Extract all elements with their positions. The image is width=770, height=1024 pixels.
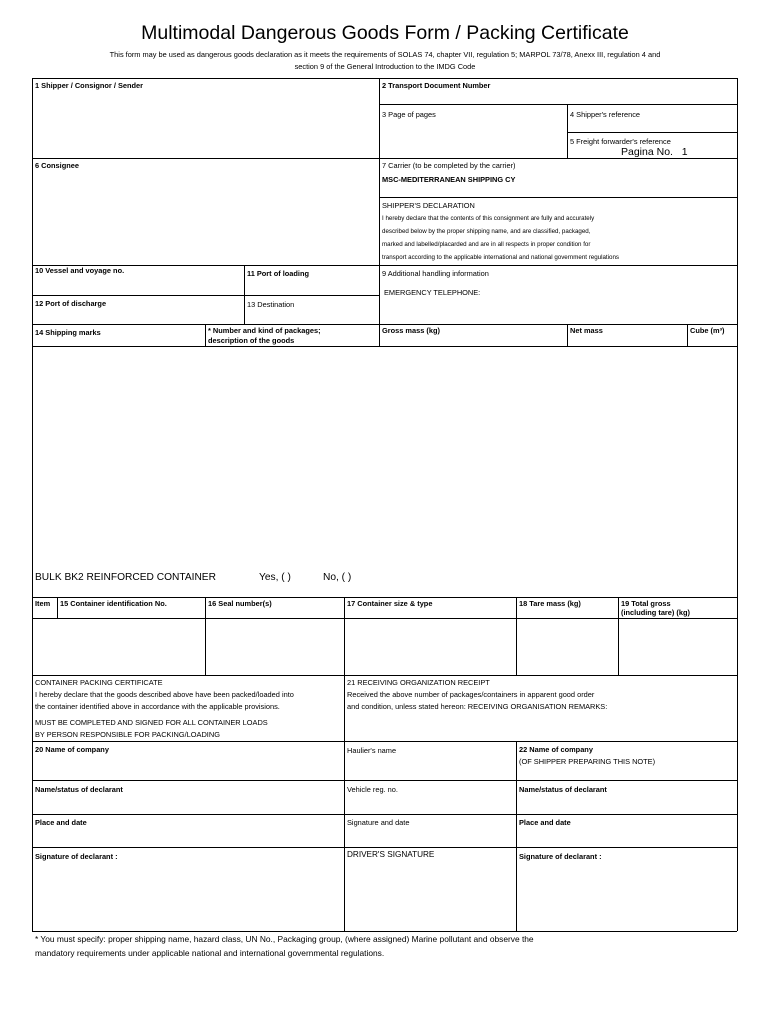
- port-of-discharge-label: 12 Port of discharge: [35, 299, 107, 308]
- rule: [32, 814, 737, 815]
- rule: [32, 78, 737, 79]
- rule: [32, 158, 737, 159]
- cube-label: Cube (m³): [690, 326, 725, 335]
- carrier-label: 7 Carrier (to be completed by the carrier): [382, 161, 516, 170]
- rule: [379, 197, 737, 198]
- additional-handling-label: 9 Additional handling information: [382, 269, 489, 278]
- page-title: Multimodal Dangerous Goods Form / Packing Certificate: [141, 22, 629, 44]
- transport-doc-label: 2 Transport Document Number: [382, 81, 491, 90]
- rule: [737, 78, 738, 931]
- shipper-label: 1 Shipper / Consignor / Sender: [35, 81, 144, 90]
- total-gross-header: [621, 599, 690, 617]
- place-and-date-label: Place and date: [35, 818, 87, 827]
- rule: [32, 741, 737, 742]
- receipt-title: 21 RECEIVING ORGANIZATION RECEIPT: [347, 678, 490, 687]
- rule: [205, 324, 206, 346]
- pagina-label-text: Pagina No.: [621, 146, 673, 158]
- declarant-name-status-label-2: Name/status of declarant: [519, 785, 607, 794]
- bulk-yes-option[interactable]: Yes, ( ): [259, 572, 291, 583]
- rule: [687, 324, 688, 346]
- bulk-container-text: BULK BK2 REINFORCED CONTAINER: [35, 572, 216, 583]
- signature-declarant-label: Signature of declarant :: [35, 852, 118, 861]
- driver-signature-label: DRIVER'S SIGNATURE: [347, 850, 435, 859]
- goods-description-area[interactable]: [33, 347, 736, 567]
- declarant-name-status-label: Name/status of declarant: [35, 785, 123, 794]
- rule: [618, 597, 619, 675]
- declaration-line-2: described below by the proper shipping name, and are classified, packaged,: [382, 228, 591, 235]
- rule: [379, 78, 380, 346]
- declaration-title: SHIPPER'S DECLARATION: [382, 201, 475, 210]
- packing-certificate-title: CONTAINER PACKING CERTIFICATE: [35, 678, 163, 687]
- rule: [32, 847, 737, 848]
- rule: [567, 132, 737, 133]
- packing-certificate-line-2: the container identified above in accordance with the applicable provisions.: [35, 702, 280, 711]
- freight-forwarder-reference-label: 5 Freight forwarder's reference: [570, 137, 671, 146]
- shippers-reference-label: 4 Shipper's reference: [570, 110, 641, 119]
- packing-certificate-must-2: BY PERSON RESPONSIBLE FOR PACKING/LOADING: [35, 730, 220, 739]
- carrier-value[interactable]: MSC-MEDITERRANEAN SHIPPING CY: [382, 175, 516, 184]
- container-size-header: 17 Container size & type: [347, 599, 433, 608]
- rule: [32, 931, 737, 932]
- receipt-line-2: and condition, unless stated hereon: RECEIVING ORGANISATION REMARKS:: [347, 702, 608, 711]
- rule: [32, 265, 737, 266]
- declaration-line-1: I hereby declare that the contents of this consignment are fully and accurately: [382, 215, 595, 222]
- signature-and-date-label: Signature and date: [347, 818, 410, 827]
- receipt-line-1: Received the above number of packages/containers in apparent good order: [347, 690, 595, 699]
- shipping-marks-label: 14 Shipping marks: [35, 328, 101, 337]
- tare-mass-header: 18 Tare mass (kg): [519, 599, 581, 608]
- packages-label-line-2: description of the goods: [208, 336, 295, 345]
- total-gross-header-line-1: 19 Total gross: [621, 599, 671, 608]
- page-of-label: 3 Page of pages: [382, 110, 436, 119]
- rule: [205, 597, 206, 675]
- haulier-name-label: Haulier's name: [347, 746, 397, 755]
- footer-note-line-2: mandatory requirements under applicable national and international governmental regulations.: [35, 948, 385, 958]
- net-mass-label: Net mass: [570, 326, 603, 335]
- packing-certificate-must-1: MUST BE COMPLETED AND SIGNED FOR ALL CONTAINER LOADS: [35, 718, 268, 727]
- company-name-label: 20 Name of company: [35, 745, 109, 754]
- packages-label-line-1: * Number and kind of packages;: [208, 326, 321, 335]
- rule: [32, 618, 737, 619]
- rule: [32, 324, 737, 325]
- rule: [344, 597, 345, 675]
- rule: [516, 741, 517, 931]
- company-name-22-note: (OF SHIPPER PREPARING THIS NOTE): [519, 757, 656, 766]
- subtitle-line-2: section 9 of the General Introduction to the IMDG Code: [294, 62, 476, 71]
- rule: [516, 597, 517, 675]
- rule: [32, 295, 379, 296]
- rule: [567, 324, 568, 346]
- company-name-22-label: 22 Name of company: [519, 745, 593, 754]
- subtitle-line-1: This form may be used as dangerous goods declaration as it meets the requirements of SOLAS 74, chapter VII, regulation 5; MARPOL 73/78, Anexx III, regulation 4 and: [109, 50, 661, 59]
- packages-label: [208, 326, 321, 346]
- vehicle-reg-label: Vehicle reg. no.: [347, 785, 398, 794]
- declaration-line-3: marked and labelled/placarded and are in all respects in proper condition for: [382, 241, 591, 248]
- subtitle: [60, 49, 710, 73]
- port-of-loading-label: 11 Port of loading: [247, 269, 310, 278]
- declaration-line-4: transport according to the applicable international and national government regulations: [382, 254, 619, 261]
- total-gross-header-line-2: (including tare) (kg): [621, 608, 690, 617]
- container-id-header: 15 Container identification No.: [60, 599, 167, 608]
- bulk-no-option[interactable]: No, ( ): [323, 572, 352, 583]
- item-header: Item: [35, 599, 51, 608]
- destination-label: 13 Destination: [247, 300, 295, 309]
- rule: [32, 675, 737, 676]
- footer-note-line-1: * You must specify: proper shipping name, hazard class, UN No., Packaging group, (where assigned) Marine pollutant and observe the: [35, 934, 534, 944]
- emergency-telephone-label: EMERGENCY TELEPHONE:: [384, 288, 481, 297]
- place-and-date-label-2: Place and date: [519, 818, 571, 827]
- gross-mass-label: Gross mass (kg): [382, 326, 440, 335]
- pagina-label: [621, 146, 688, 158]
- seal-number-header: 16 Seal number(s): [208, 599, 272, 608]
- rule: [379, 104, 737, 105]
- rule: [32, 780, 737, 781]
- rule: [32, 597, 737, 598]
- rule: [57, 597, 58, 618]
- pagina-value[interactable]: 1: [681, 146, 688, 158]
- signature-declarant-label-2: Signature of declarant :: [519, 852, 602, 861]
- vessel-label: 10 Vessel and voyage no.: [35, 266, 125, 275]
- rule: [567, 104, 568, 158]
- consignee-label: 6 Consignee: [35, 161, 79, 170]
- packing-certificate-line-1: I hereby declare that the goods described above have been packed/loaded into: [35, 690, 294, 699]
- rule: [344, 675, 345, 931]
